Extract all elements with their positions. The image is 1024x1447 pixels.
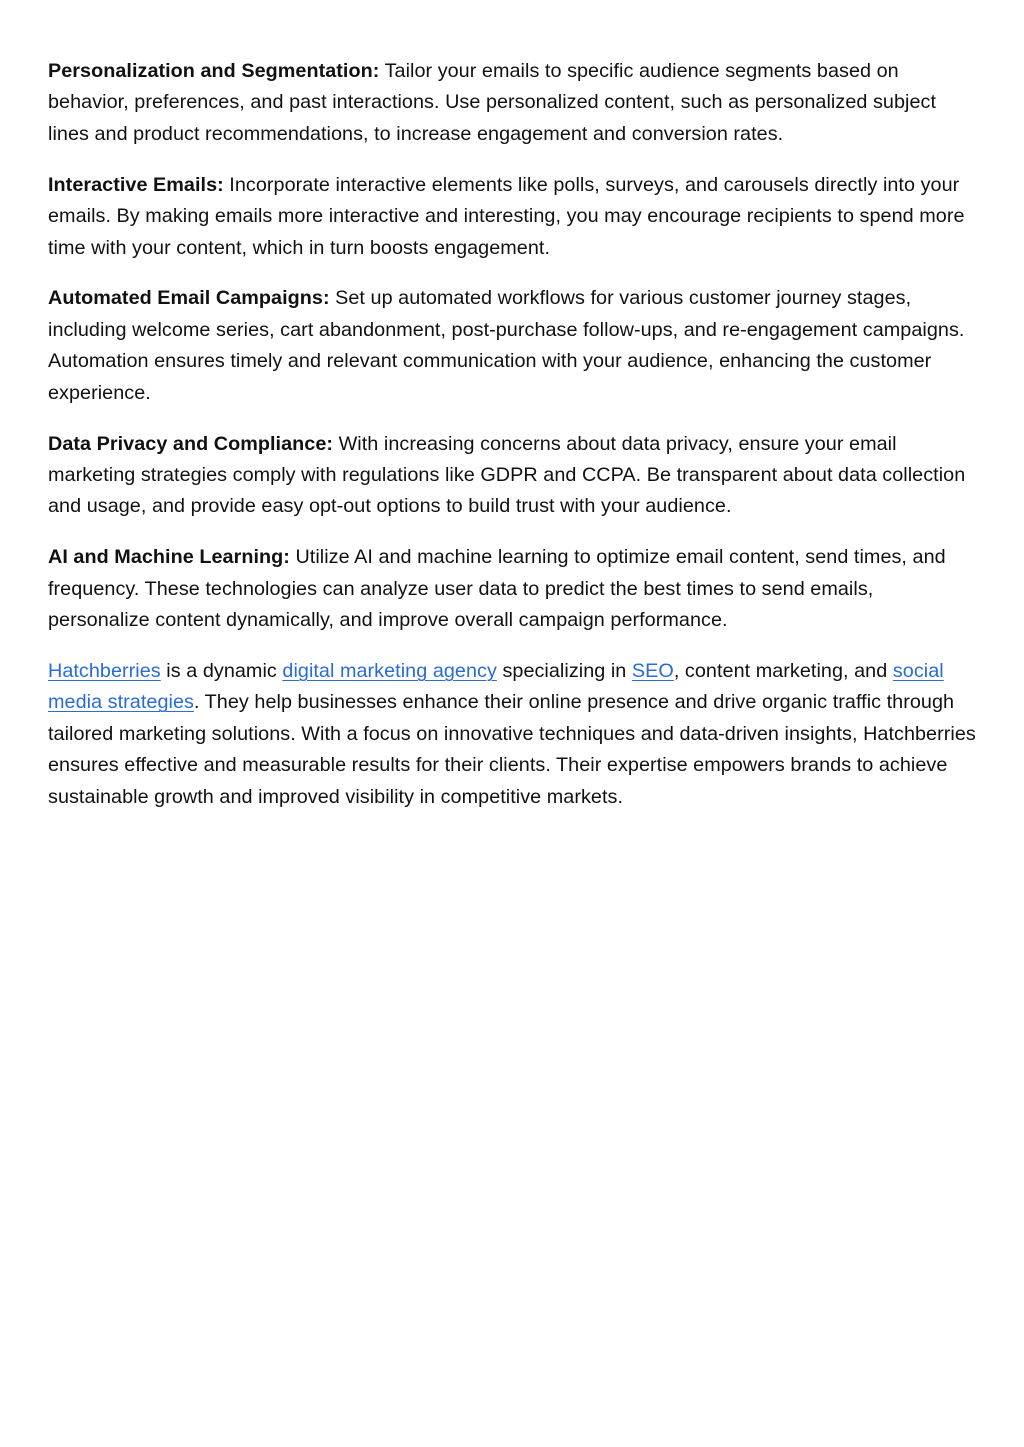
social-media-strategies-link[interactable]: social media strategies [48, 660, 944, 714]
paragraph-automated-campaigns [48, 283, 976, 409]
paragraph-body: Incorporate interactive elements like polls, surveys, and carousels directly into your emails. By making emails more interactive and interesting, you may encourage recipients to spend more time with your content, which in turn boosts engagement. [48, 173, 965, 259]
paragraph-heading: Automated Email Campaigns: [48, 287, 330, 310]
paragraph-body: Utilize AI and machine learning to optimize email content, send times, and frequency. These technologies can analyze user data to predict the best times to send emails, personalize content dynamically, and improve overall campaign performance. [48, 546, 946, 632]
seo-link[interactable]: SEO [631, 660, 674, 682]
paragraph-body: With increasing concerns about data privacy, ensure your email marketing strategies comply with regulations like GDPR and CCPA. Be transparent about data collection and usage, and provide easy opt-out options to build trust with your audience. [48, 432, 966, 518]
digital-marketing-agency-link[interactable]: digital marketing agency [282, 660, 497, 682]
about-text-2: specializing in [496, 660, 632, 682]
paragraph-data-privacy [48, 429, 976, 523]
paragraph-heading: Data Privacy and Compliance: [48, 432, 334, 455]
hatchberries-link[interactable]: Hatchberries [48, 660, 161, 682]
paragraph-body: Set up automated workflows for various customer journey stages, including welcome series, cart abandonment, post-purchase follow-ups, and re-engagement campaigns. Automation ensures timely and relevant communication with your audience, enhancing the customer experience. [48, 287, 965, 404]
paragraph-heading: Personalization and Segmentation: [48, 60, 380, 82]
paragraph-about-hatchberries [48, 656, 976, 813]
paragraph-body: Tailor your emails to specific audience segments based on behavior, preferences, and past interactions. Use personalized content, such as personalized subject lines and product recommendations, to increase engagement and conversion rates. [48, 60, 936, 145]
paragraph-heading: AI and Machine Learning: [48, 546, 290, 569]
paragraph-personalization [48, 56, 976, 150]
paragraph-interactive-emails [48, 170, 976, 264]
about-text-4: . They help businesses enhance their online presence and drive organic traffic through tailored marketing solutions. With a focus on innovative techniques and data-driven insights, Hatchberries ensures effective and measurable results for their clients. Their expertise empowers brands to achieve sustainable growth and improved visibility in competitive markets. [48, 691, 976, 808]
paragraph-heading: Interactive Emails: [48, 173, 224, 196]
about-text-3: , content marketing, and [673, 660, 893, 682]
about-text-1: is a dynamic [160, 660, 283, 682]
paragraph-ai-ml [48, 542, 976, 636]
